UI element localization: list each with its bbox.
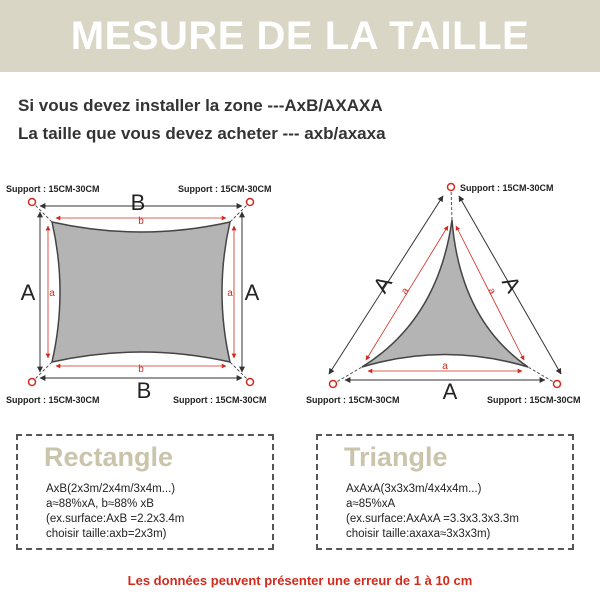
triangle-card-line: a≈85%xA (346, 498, 396, 510)
label-a-bottom: a (442, 361, 448, 372)
title-banner (0, 0, 600, 72)
rectangle-card-line: AxB(2x3m/2x4m/3x4m...) (46, 483, 176, 495)
triangle-card-line: (ex.surface:AxAxA =3.3x3.3x3.3m (346, 513, 519, 525)
rectangle-card-title: Rectangle (44, 442, 174, 472)
support-label: Support : 15CM-30CM (460, 183, 554, 193)
support-rope (333, 367, 362, 384)
anchor-point (448, 184, 455, 191)
support-label: Support : 15CM-30CM (6, 184, 100, 194)
label-B-top: B (130, 190, 146, 215)
support-rope (451, 187, 452, 220)
anchor-point (247, 379, 254, 386)
rectangle-card (16, 434, 274, 550)
anchor-point (29, 199, 36, 206)
label-a-right: a (485, 286, 498, 297)
triangle-card-line: choisir taille:axaxa≈3x3x3m) (346, 528, 491, 540)
label-a-left: a (49, 288, 55, 299)
anchor-point (247, 199, 254, 206)
rectangle-shade-sail (52, 222, 230, 362)
label-B-bottom: B (136, 378, 152, 403)
support-label: Support : 15CM-30CM (306, 395, 400, 405)
triangle-card (316, 434, 574, 550)
support-label: Support : 15CM-30CM (487, 395, 581, 405)
anchor-point (29, 379, 36, 386)
anchor-point (554, 381, 561, 388)
triangle-diagram (306, 183, 581, 405)
label-A-bottom: A (442, 379, 458, 404)
rectangle-diagram (6, 184, 272, 405)
label-b-top: b (138, 216, 144, 227)
intro-size-to-buy: La taille que vous devez acheter --- axb/axaxa (18, 124, 386, 143)
page-title: MESURE DE LA TAILLE (70, 13, 530, 58)
intro-install-area: Si vous devez installer la zone ---AxB/AXAXA (18, 96, 383, 115)
rectangle-card-line: choisir taille:axb=2x3m) (46, 528, 167, 540)
triangle-card-title: Triangle (344, 442, 448, 472)
label-A-right: A (497, 271, 527, 297)
label-a-right: a (227, 288, 233, 299)
label-A-left: A (20, 280, 36, 305)
rectangle-card-line: a≈88%xA, b≈88% xB (46, 498, 154, 510)
label-A-left: A (367, 271, 397, 298)
label-b-bottom: b (138, 364, 144, 375)
label-A-right: A (244, 280, 260, 305)
support-label: Support : 15CM-30CM (173, 395, 267, 405)
support-rope (528, 367, 557, 384)
label-a-left: a (399, 285, 412, 297)
error-margin-note: Les données peuvent présenter une erreur de 1 à 10 cm (127, 573, 473, 588)
support-label: Support : 15CM-30CM (178, 184, 272, 194)
rectangle-card-line: (ex.surface:AxB =2.2x3.4m (46, 513, 185, 525)
triangle-card-line: AxAxA(3x3x3m/4x4x4m...) (346, 483, 482, 495)
measurement-diagram (0, 170, 600, 420)
support-label: Support : 15CM-30CM (6, 395, 100, 405)
anchor-point (330, 381, 337, 388)
